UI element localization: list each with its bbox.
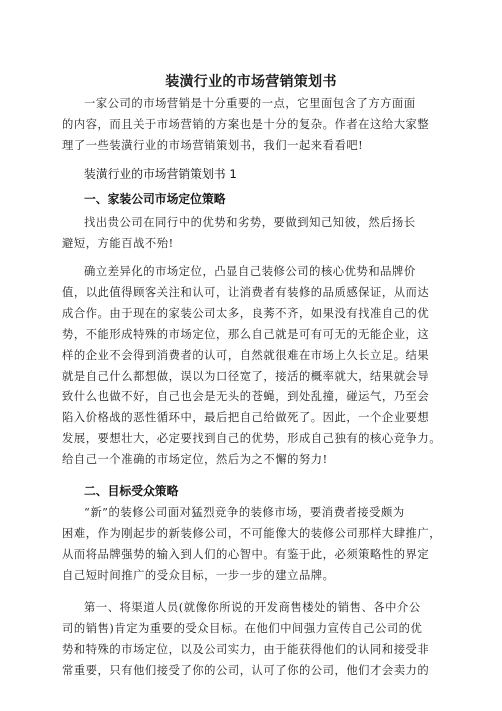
section-heading-1: 一、家装公司市场定位策略 [84,192,226,206]
text-line: 给自己一个准确的市场定位，然后为之不懈的努力! [62,453,328,467]
section1-paragraph-2 [62,262,442,471]
text-line: 确立差异化的市场定位，凸显自己装修公司的核心优势和品牌价 [84,265,416,278]
intro-paragraph [62,94,442,157]
text-line: 理了一些装潢行业的市场营销策划书，我们一起来看看吧! [62,138,364,152]
text-line: 一家公司的市场营销是十分重要的一点，它里面包含了方方面面 [84,97,416,110]
text-line: 常重要，只有他们接受了你的公司，认可了你的公司，他们才会卖力的 [62,663,430,677]
section1-paragraph-1 [62,213,442,255]
text-line: 样的企业不会得到消费者的认可，自然就很难在市场上久长立足。结果 [62,348,430,362]
text-line: 的内容，而且关于市场营销的方案也是十分的复杂。作者在这给大家整 [62,117,430,131]
section2-paragraph-2 [62,598,442,682]
document-title: 装潢行业的市场营销策划书 [165,74,337,90]
text-line: 避短，方能百战不殆! [62,236,174,250]
text-line: 自己短时间推广的受众目标，一步一步的建立品牌。 [62,568,335,582]
text-line: 第一、将渠道人员(就像你所说的开发商售楼处的销售、各中介公 [84,601,421,614]
section2-paragraph-1 [62,503,442,587]
text-line: 就是自己什么都想做，误以为口径宽了，接活的概率就大，结果就会导 [62,369,430,383]
text-line: 困难，作为刚起步的新装修公司，不可能像大的装修公司那样大肆推广， [62,526,442,540]
text-line: 找出贵公司在同行中的优势和劣势，要做到知己知彼，然后扬长 [84,216,416,229]
text-line: 势和特殊的市场定位，以及公司实力，由于能获得他们的认同和接受非 [62,642,430,656]
text-line: 值，以此值得顾客关注和认可，让消费者有装修的品质感保证，从而达 [62,285,430,299]
section-heading-2: 二、目标受众策略 [84,484,179,498]
text-line: “新”的装修公司面对猛烈竞争的装修市场，要消费者接受颇为 [84,506,405,519]
plan-title: 装潢行业的市场营销策划书 1 [84,167,237,181]
text-line: 致什么也做不好，自己也会是无头的苍蝇，到处乱撞，碰运气，乃至会 [62,390,430,404]
text-line: 陷入价格战的恶性循环中，最后把自己给做死了。因此，一个企业要想 [62,411,430,425]
text-line: 司的销售)肯定为重要的受众目标。在他们中间强力宣传自己公司的优 [62,621,423,635]
text-line: 从而将品牌强势的输入到人们的心智中。有鉴于此，必须策略性的界定 [62,547,430,561]
text-line: 成合作。由于现在的家装公司太多，良莠不齐，如果没有找准自己的优 [62,306,430,320]
text-line: 势，不能形成特殊的市场定位，那么自己就是可有可无的无能企业，这 [62,327,430,341]
text-line: 发展，要想壮大，必定要找到自己的优势，形成自己独有的核心竞争力。 [62,432,442,446]
